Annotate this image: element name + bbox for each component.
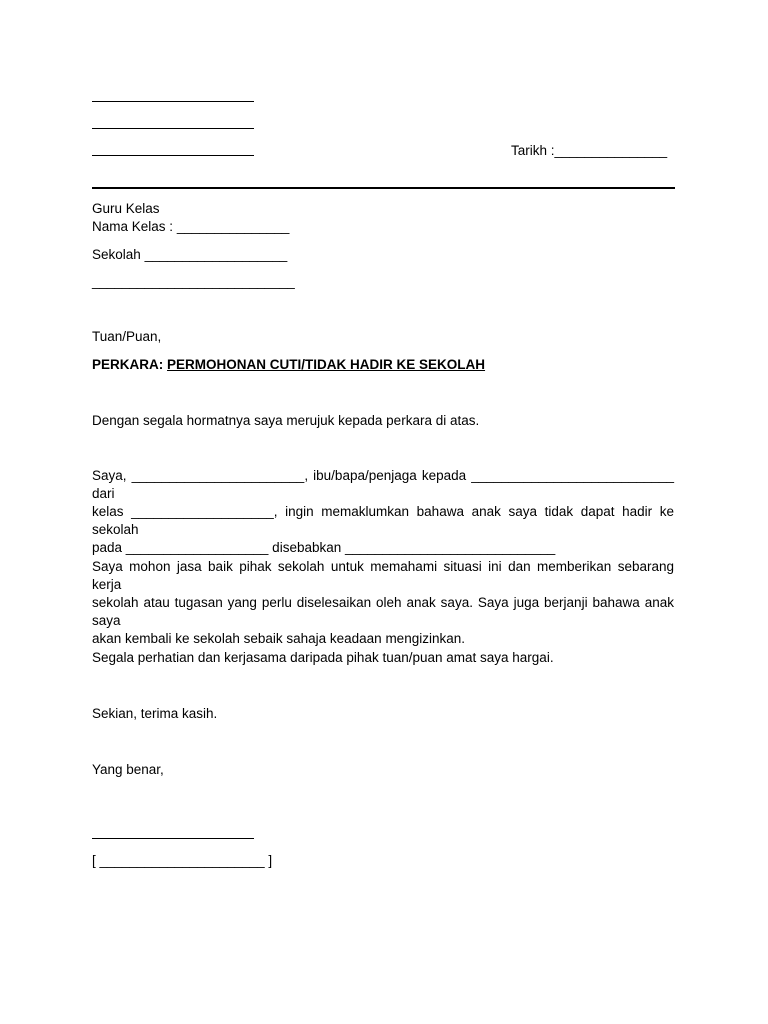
date-value: _______________: [554, 143, 668, 158]
paragraph-details-line-2: kelas ___________________, ingin memaklumkan bahawa anak saya tidak dapat hadir ke sekolah: [92, 504, 674, 537]
subject-prefix: PERKARA:: [92, 357, 164, 372]
date-label: Tarikh :: [511, 143, 555, 158]
paragraph-request: [92, 558, 674, 648]
sender-address-line-3: [92, 155, 254, 156]
paragraph-appreciation: Segala perhatian dan kerjasama daripada pihak tuan/puan amat saya hargai.: [92, 650, 554, 665]
sign-off: Yang benar,: [92, 762, 164, 777]
date-field: [511, 142, 667, 160]
paragraph-request-line-2: sekolah atau tugasan yang perlu diselesaikan oleh anak saya. Saya juga berjanji bahawa anak saya: [92, 595, 674, 628]
school-address-line: ___________________________: [92, 274, 295, 289]
header-divider: [92, 187, 675, 189]
class-name-field: [92, 218, 289, 236]
paragraph-details-line-3: pada ___________________ disebabkan ____________________________: [92, 540, 556, 555]
signatory-name-field: [ ______________________ ]: [92, 853, 273, 868]
school-field: [92, 246, 287, 264]
paragraph-details-line-1: Saya, _______________________, ibu/bapa/penjaga kepada ___________________________ dari: [92, 468, 674, 501]
paragraph-reference: Dengan segala hormatnya saya merujuk kepada perkara di atas.: [92, 413, 480, 428]
signature-line: [92, 838, 254, 839]
class-name-value: _______________: [176, 219, 290, 234]
school-value: ___________________: [144, 247, 288, 262]
salutation: Tuan/Puan,: [92, 329, 162, 344]
school-label: Sekolah: [92, 247, 141, 262]
subject-line: [92, 356, 485, 374]
subject-title: PERMOHONAN CUTI/TIDAK HADIR KE SEKOLAH: [167, 357, 486, 372]
paragraph-thanks: Sekian, terima kasih.: [92, 706, 218, 721]
paragraph-request-line-1: Saya mohon jasa baik pihak sekolah untuk memahami situasi ini dan memberikan sebarang kerja: [92, 559, 674, 592]
recipient-title: Guru Kelas: [92, 201, 160, 216]
class-name-label: Nama Kelas :: [92, 219, 174, 234]
paragraph-details: [92, 467, 674, 557]
sender-address-line-2: [92, 128, 254, 129]
sender-address-line-1: [92, 101, 254, 102]
paragraph-request-line-3: akan kembali ke sekolah sebaik sahaja keadaan mengizinkan.: [92, 631, 465, 646]
